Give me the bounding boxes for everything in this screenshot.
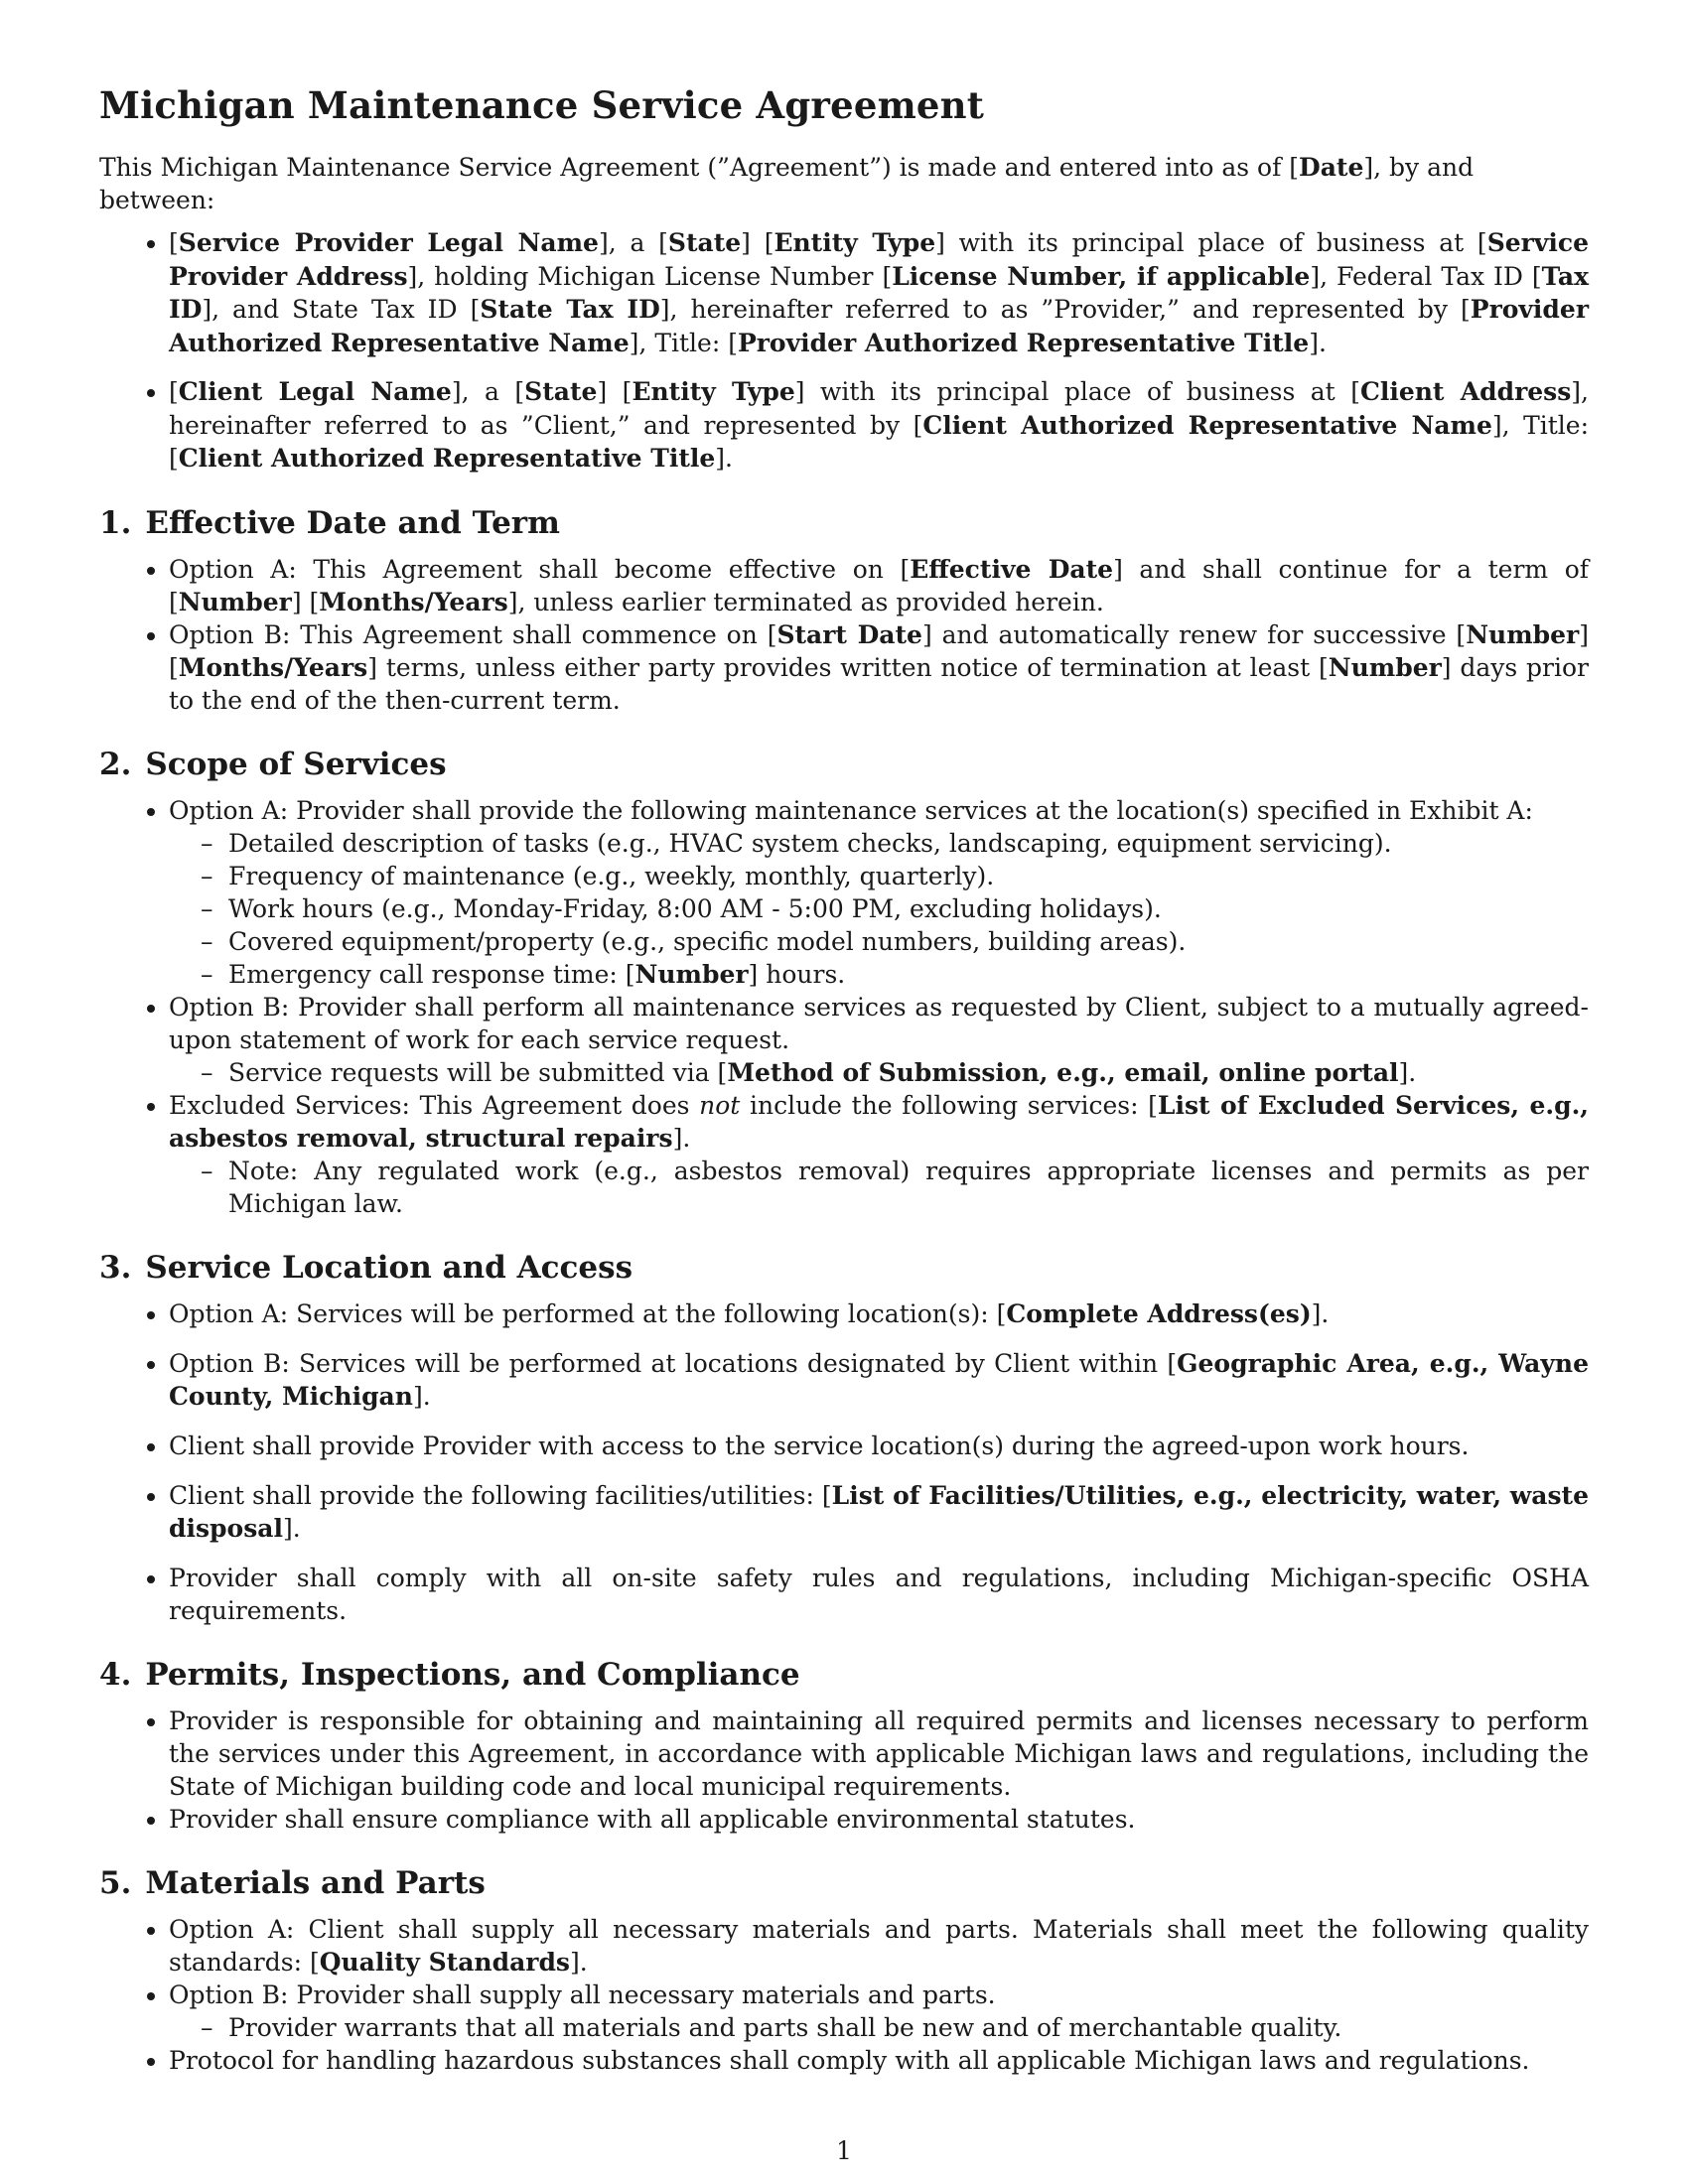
section-4-environmental: • Provider shall ensure compliance with all applicable environmental statutes. [169, 1803, 1589, 1836]
section-2-list [99, 794, 1589, 1220]
party-provider: • [Service Provider Legal Name], a [State] [Entity Type] with its principal place of business at [Service Provider Address], holding Michigan License Number [License Number, if applicable], Federal Tax ID [Tax ID], and State Tax ID [State Tax ID], hereinafter referred to as ”Provider,” and represented by [Provider Authorized Representative Name], Title: [Provider Authorized Representative Title]. [169, 226, 1589, 359]
document-page [99, 83, 1589, 2077]
section-1-heading: 1. Effective Date and Term [99, 504, 560, 541]
section-3-option-a: • Option A: Services will be performed at the following location(s): [Complete Address(es)]. [169, 1297, 1589, 1330]
list-item: – Covered equipment/property (e.g., specific model numbers, building areas). [201, 925, 1589, 958]
section-2-excluded-sublist [169, 1155, 1589, 1220]
section-1-option-b: • Option B: This Agreement shall commence on [Start Date] and automatically renew for successive [Number] [Months/Years] terms, unless either party provides written notice of termination at least [Number] days prior to the end of the then-current term. [169, 618, 1589, 717]
list-item: – Emergency call response time: [Number] hours. [201, 958, 1589, 991]
section-3-option-b: • Option B: Services will be performed at locations designated by Client within [Geographic Area, e.g., Wayne County, Michigan]. [169, 1347, 1589, 1413]
parties-list [99, 226, 1589, 476]
party-client: • [Client Legal Name], a [State] [Entity Type] with its principal place of business at [Client Address], hereinafter referred to as ”Client,” and represented by [Client Authorized Representative Name], Title: [Client Authorized Representative Title]. [169, 375, 1589, 476]
intro-paragraph: This Michigan Maintenance Service Agreement (”Agreement”) is made and entered into as of [Date], by and between: [99, 153, 1475, 214]
section-2-heading: 2. Scope of Services [99, 746, 447, 782]
list-item: – Work hours (e.g., Monday-Friday, 8:00 AM - 5:00 PM, excluding holidays). [201, 892, 1589, 925]
list-item: – Service requests will be submitted via [Method of Submission, e.g., email, online portal]. [201, 1056, 1589, 1089]
section-4-list [99, 1705, 1589, 1836]
section-5-option-b: • Option B: Provider shall supply all necessary materials and parts. – Provider warrants that all materials and parts shall be new and of merchantable quality. [169, 1979, 1589, 2044]
section-2-excluded-services: • Excluded Services: This Agreement does not include the following services: [List of Excluded Services, e.g., asbestos removal, structural repairs]. – Note: Any regulated work (e.g., asbestos removal) requires appropriate licenses and permits as per Michigan law. [169, 1089, 1589, 1220]
list-item: – Detailed description of tasks (e.g., HVAC system checks, landscaping, equipment servicing). [201, 827, 1589, 860]
section-2-option-a-sublist [169, 827, 1589, 991]
section-3-facilities: • Client shall provide the following facilities/utilities: [List of Facilities/Utilities, e.g., electricity, water, waste disposal]. [169, 1479, 1589, 1545]
section-3-heading: 3. Service Location and Access [99, 1249, 633, 1286]
list-item: – Note: Any regulated work (e.g., asbestos removal) requires appropriate licenses and permits as per Michigan law. [201, 1155, 1589, 1220]
section-4-heading: 4. Permits, Inspections, and Compliance [99, 1656, 800, 1693]
section-3-access: • Client shall provide Provider with access to the service location(s) during the agreed-upon work hours. [169, 1430, 1589, 1462]
section-5-option-b-sublist [169, 2011, 1589, 2044]
list-item: – Frequency of maintenance (e.g., weekly, monthly, quarterly). [201, 860, 1589, 892]
list-item: – Provider warrants that all materials and parts shall be new and of merchantable quality. [201, 2011, 1589, 2044]
section-1-list [99, 553, 1589, 717]
section-3-safety: • Provider shall comply with all on-site safety rules and regulations, including Michigan-specific OSHA requirements. [169, 1562, 1589, 1627]
section-4-permits: • Provider is responsible for obtaining and maintaining all required permits and licenses necessary to perform the services under this Agreement, in accordance with applicable Michigan laws and regulations, including the State of Michigan building code and local municipal requirements. [169, 1705, 1589, 1803]
section-5-heading: 5. Materials and Parts [99, 1864, 486, 1901]
section-1-option-a: • Option A: This Agreement shall become effective on [Effective Date] and shall continue for a term of [Number] [Months/Years], unless earlier terminated as provided herein. [169, 553, 1589, 618]
section-2-option-a: • Option A: Provider shall provide the following maintenance services at the location(s) specified in Exhibit A: – Detailed description of tasks (e.g., HVAC system checks, landscaping, equipment servicing). – Frequency of maintenance (e.g., weekly, monthly, quarterly). – Work hours (e.g., Monday-Friday, 8:00 AM - 5:00 PM, excluding holidays). – Covered equipment/property (e.g., specific model numbers, building areas). – Emergency call response time: [Number] hours. [169, 794, 1589, 991]
section-5-option-a: • Option A: Client shall supply all necessary materials and parts. Materials shall meet the following quality standards: [Quality Standards]. [169, 1913, 1589, 1979]
section-5-hazardous: • Protocol for handling hazardous substances shall comply with all applicable Michigan laws and regulations. [169, 2044, 1589, 2077]
section-2-option-b-sublist [169, 1056, 1589, 1089]
page-number: 1 [836, 2136, 852, 2165]
section-5-list [99, 1913, 1589, 2077]
section-2-option-b: • Option B: Provider shall perform all maintenance services as requested by Client, subject to a mutually agreed-upon statement of work for each service request. – Service requests will be submitted via [Method of Submission, e.g., email, online portal]. [169, 991, 1589, 1089]
section-3-list [99, 1297, 1589, 1627]
document-title: Michigan Maintenance Service Agreement [99, 83, 985, 127]
